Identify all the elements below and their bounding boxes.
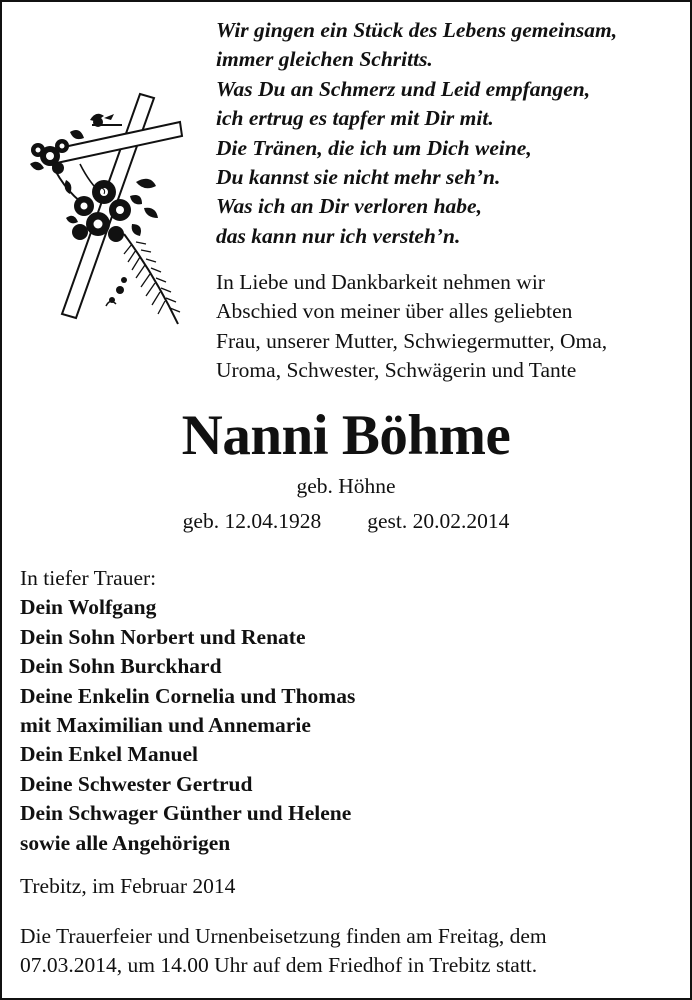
- farewell-intro: [216, 268, 686, 386]
- intro-line: In Liebe und Dankbarkeit nehmen wir: [216, 270, 545, 294]
- intro-line: Frau, unserer Mutter, Schwiegermutter, Oma,: [216, 328, 608, 353]
- service-line: 07.03.2014, um 14.00 Uhr auf dem Friedhof in Trebitz statt.: [20, 953, 538, 978]
- poem-line: Was ich an Dir verloren habe,: [216, 194, 482, 219]
- deceased-name: Nanni Böhme: [181, 404, 511, 467]
- cross-with-roses-icon: [20, 84, 190, 329]
- maiden-name: geb. Höhne: [296, 474, 396, 498]
- mourner-entry: mit Maximilian und Annemarie: [20, 713, 311, 738]
- place-and-date: Trebitz, im Februar 2014: [20, 874, 236, 898]
- birth-date: geb. 12.04.1928: [182, 509, 322, 533]
- intro-line: Abschied von meiner über alles geliebten: [216, 299, 573, 324]
- poem-line: Du kannst sie nicht mehr seh’n.: [216, 165, 501, 190]
- mourner-entry: sowie alle Angehörigen: [20, 830, 231, 855]
- poem-line: ich ertrug es tapfer mit Dir mit.: [216, 106, 494, 131]
- mourner-entry: Deine Schwester Gertrud: [20, 771, 253, 796]
- mourner-entry: Dein Sohn Norbert und Renate: [20, 624, 306, 649]
- poem-line: immer gleichen Schritts.: [216, 47, 433, 72]
- mourner-entry: Dein Enkel Manuel: [20, 742, 198, 767]
- life-dates: [0, 507, 692, 535]
- service-info: [20, 922, 680, 981]
- mourner-entry: Dein Schwager Günther und Helene: [20, 801, 352, 826]
- poem-line: das kann nur ich versteh’n.: [216, 223, 461, 248]
- mourner-entry: Deine Enkelin Cornelia und Thomas: [20, 683, 356, 708]
- poem: [216, 16, 686, 251]
- poem-line: Was Du an Schmerz und Leid empfangen,: [216, 76, 591, 101]
- service-line: Die Trauerfeier und Urnenbeisetzung finden am Freitag, dem: [20, 924, 547, 948]
- mourners-list: [20, 564, 355, 858]
- mourner-entry: Dein Sohn Burckhard: [20, 654, 222, 679]
- death-date: gest. 20.02.2014: [367, 509, 510, 533]
- mourner-entry: Dein Wolfgang: [20, 595, 157, 620]
- poem-line: Die Tränen, die ich um Dich weine,: [216, 135, 532, 160]
- mourners-heading: In tiefer Trauer:: [20, 566, 157, 590]
- poem-line: Wir gingen ein Stück des Lebens gemeinsam,: [216, 18, 618, 42]
- intro-line: Uroma, Schwester, Schwägerin und Tante: [216, 358, 577, 383]
